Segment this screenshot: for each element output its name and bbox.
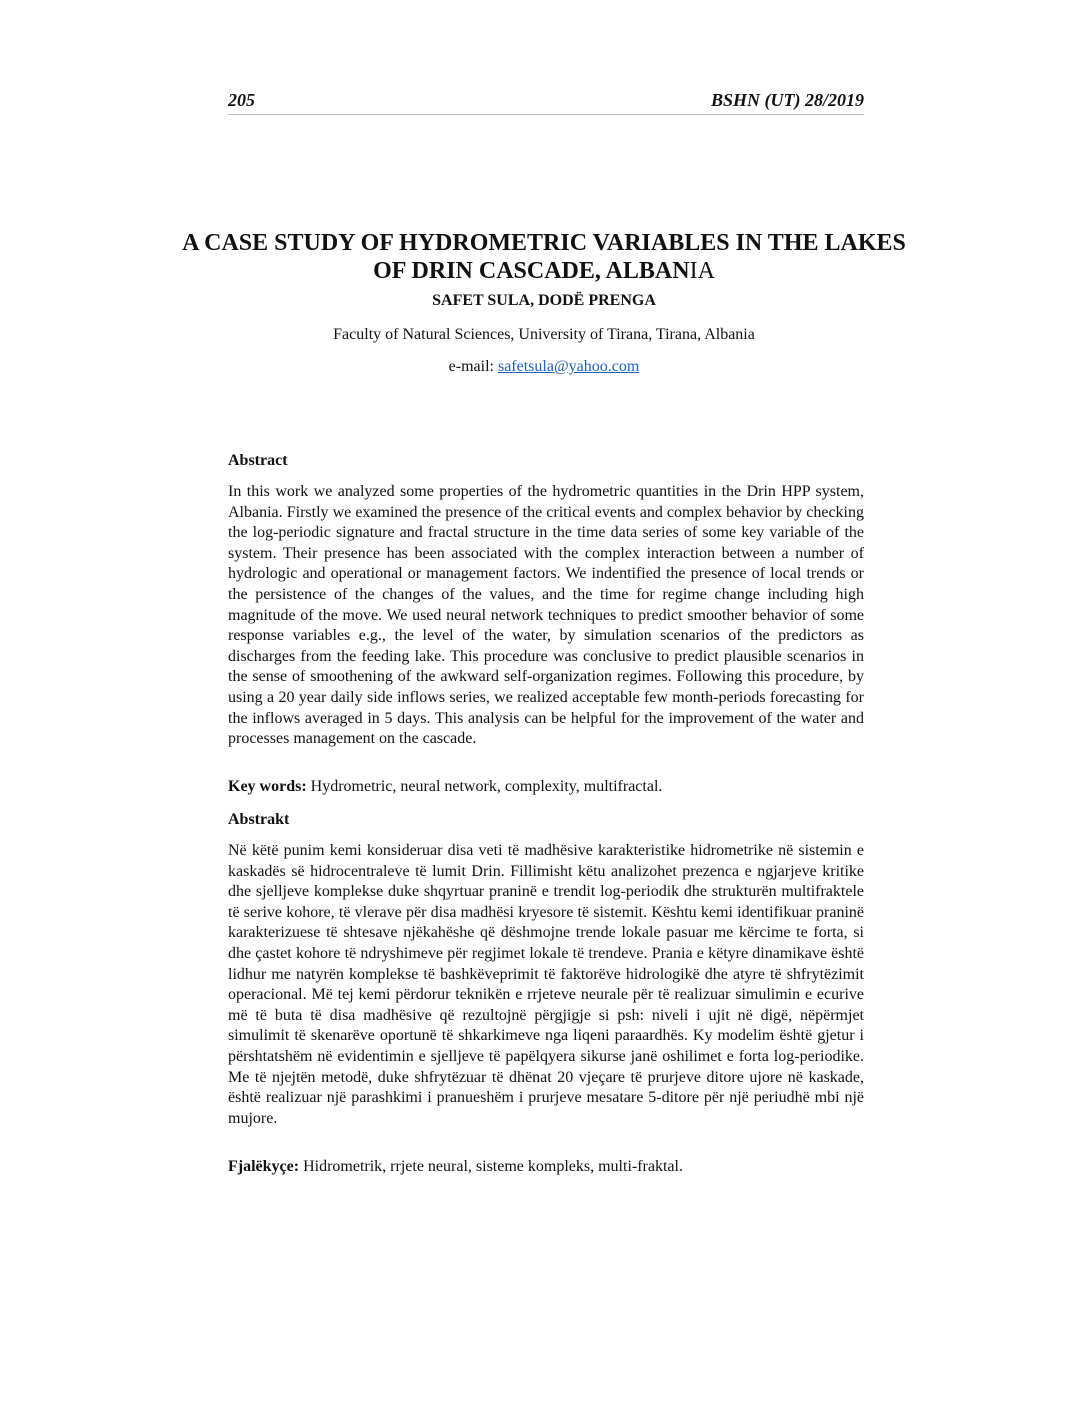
keywords-label: Key words: (228, 778, 307, 795)
authors: SAFET SULA, DODË PRENGA (432, 292, 656, 309)
journal-name: BSHN (UT) 28/2019 (711, 90, 864, 110)
keywords-text: Hydrometric, neural network, complexity, multifractal. (306, 778, 663, 795)
email-link[interactable]: safetsula@yahoo.com (497, 358, 640, 375)
fjalekyce (228, 1158, 864, 1176)
running-header (228, 86, 864, 115)
email-line (180, 358, 908, 376)
paper-title-tail: IA (689, 258, 715, 284)
abstrakt-text: Në këtë punim kemi konsideruar disa veti të madhësive karakteristike hidrometrike në sistemin e kaskadës së hidrocentraleve të lumit Drin. Fillimisht këtu analizohet prezenca e ngjarjeve kritike dhe sjelljeve komplekse duke shqyrtuar praninë e trendit log-periodik dhe strukturën multifraktele të serive kohore, të vlerave për disa madhësi kryesore të sistemit. Kështu kemi identifikuar praninë karakterizuese të shtesave njëkahëshe që dëshmojne trende lokale pasuar me kërcime te forta, si dhe çastet kohore të ndryshimeve për regjimet lokale të trendeve. Prania e këtyre dinamikave është lidhur me natyrën komplekse të bashkëveprimit të faktorëve hidrologikë dhe atyre të shfrytëzimit operacional. Më tej kemi përdorur teknikën e rrjeteve neurale për të realizuar simulimin e ecurive më të buta të disa madhësive që rezultojnë përgjigje si psh: niveli i ujit në digë, nëpërmjet simulimit të skenarëve oportunë të shkarkimeve nga liqeni paraardhës. Ky modelim është gjetur i përshtatshëm në evidentimin e sjelljeve të papëlqyera sikurse janë oshilimet e forta log-periodike. Me të njejtën metodë, duke shfrytëzuar të dhënat 20 vjeçare të prurjeve ditore ujore në kaskade, është realizuar një parashkimi i pranueshëm i prurjeve mesatare 5-ditore për një periudhë mbi një mujore. (228, 842, 864, 1127)
abstract-heading: Abstract (228, 452, 288, 469)
keywords (228, 778, 864, 796)
paper-title (180, 229, 908, 285)
abstrakt-heading: Abstrakt (228, 811, 290, 828)
page-number: 205 (228, 90, 255, 110)
paper-title-main: A CASE STUDY OF HYDROMETRIC VARIABLES IN THE LAKES OF DRIN CASCADE, ALBAN (182, 230, 906, 284)
affiliation: Faculty of Natural Sciences, University of Tirana, Tirana, Albania (333, 326, 755, 343)
fjalekyce-text: Hidrometrik, rrjete neural, sisteme kompleks, multi-fraktal. (299, 1158, 683, 1175)
fjalekyce-label: Fjalëkyçe: (228, 1158, 300, 1175)
email-label: e-mail: (448, 358, 498, 375)
abstract-text: In this work we analyzed some properties of the hydrometric quantities in the Drin HPP system, Albania. Firstly we examined the presence of the critical events and complex behavior by checking the log-periodic signature and fractal structure in the time data series of some key variable of the system. Their presence has been associated with the complex interaction between a number of hydrologic and operational or management factors. We indentified the presence of local trends or the persistence of the changes of the values, and the time for regime change including high magnitude of the move. We used neural network techniques to predict smoother behavior of some response variables e.g., the level of the water, by simulation scenarios of the predictors as discharges from the feeding lake. This procedure was conclusive to predict plausible scenarios in the sense of smoothening of the awkward self-organization regimes. Following this procedure, by using a 20 year daily side inflows series, we realized acceptable few month-periods forecasting for the inflows averaged in 5 days. This analysis can be helpful for the improvement of the water and processes management on the cascade. (228, 483, 864, 748)
